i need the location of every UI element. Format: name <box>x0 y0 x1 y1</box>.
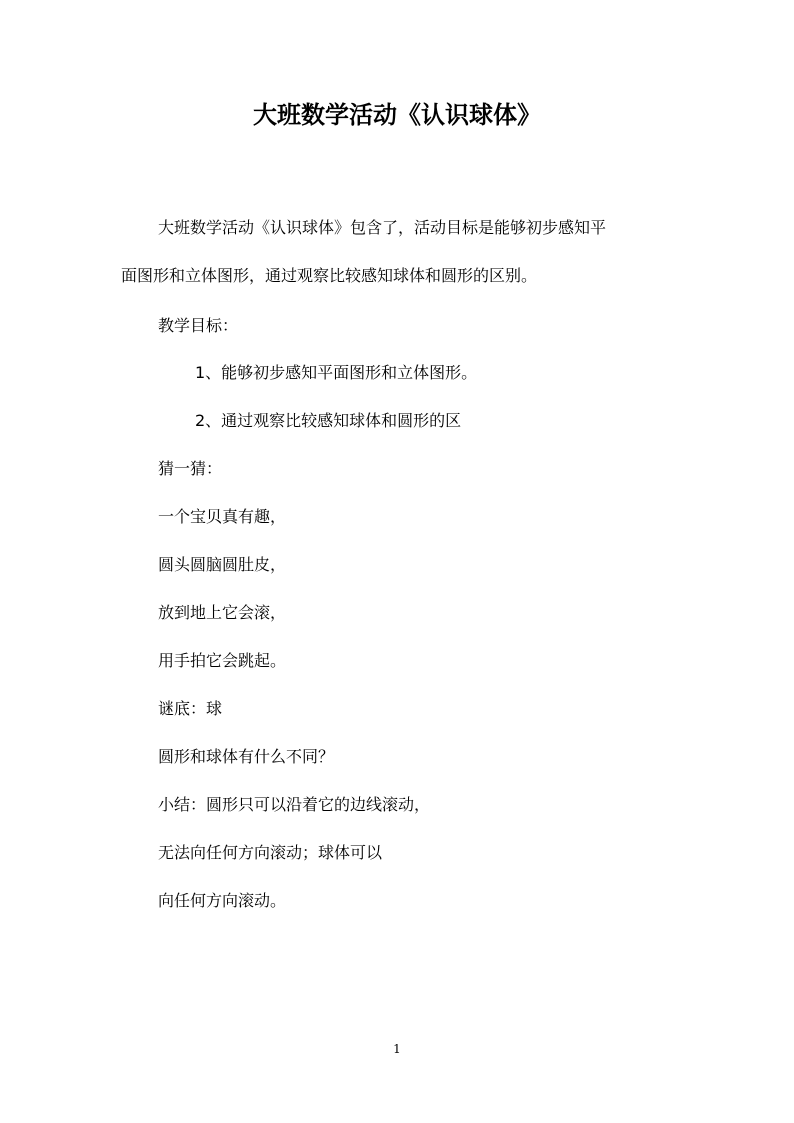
question-line: 圆形和球体有什么不同？ <box>158 747 335 766</box>
riddle-heading: 猜一猜： <box>158 459 223 478</box>
riddle-line-1: 一个宝贝真有趣， <box>158 507 287 526</box>
goal-item-2: 2、通过观察比较感知球体和圆形的区 <box>195 411 462 430</box>
riddle-line-3: 放到地上它会滚， <box>158 603 287 622</box>
page-number: 1 <box>393 1042 401 1056</box>
riddle-line-2: 圆头圆脑圆肚皮， <box>158 555 287 574</box>
riddle-answer: 谜底：球 <box>158 699 223 718</box>
page-title: 大班数学活动《认识球体》 <box>253 100 541 129</box>
goal-item-1: 1、能够初步感知平面图形和立体图形。 <box>195 363 478 382</box>
summary-line-3: 向任何方向滚动。 <box>158 891 287 910</box>
goals-heading: 教学目标： <box>158 316 239 335</box>
intro-paragraph-line-1: 大班数学活动《认识球体》包含了，活动目标是能够初步感知平 <box>158 218 607 237</box>
riddle-line-4: 用手拍它会跳起。 <box>158 651 287 670</box>
summary-line-1: 小结：圆形只可以沿着它的边线滚动， <box>158 795 431 814</box>
summary-line-2: 无法向任何方向滚动；球体可以 <box>158 843 383 862</box>
intro-paragraph-line-2: 面图形和立体图形，通过观察比较感知球体和圆形的区别。 <box>121 266 538 285</box>
